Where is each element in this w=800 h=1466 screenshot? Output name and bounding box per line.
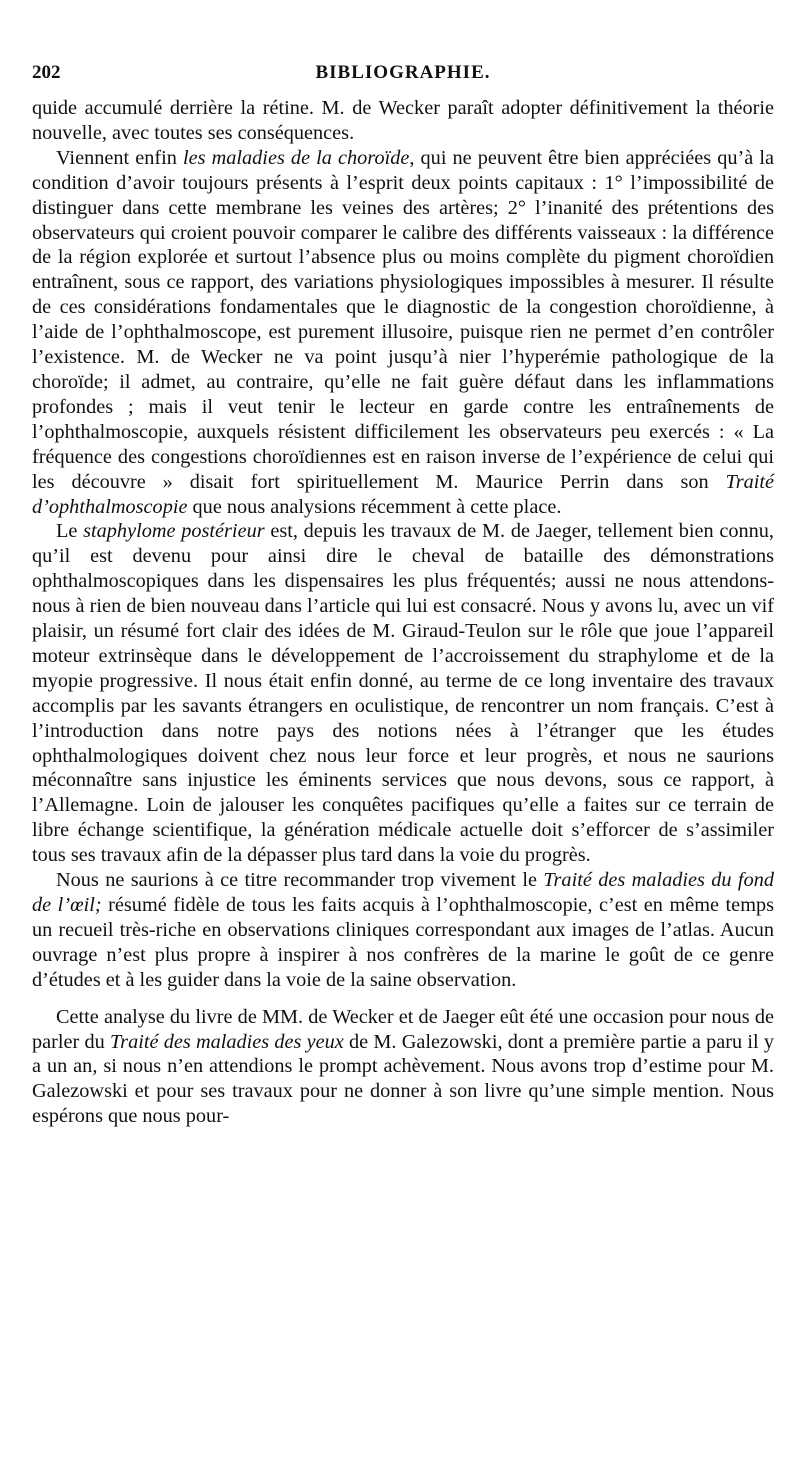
text-segment: quide accumulé derrière la rétine. M. de Wecker paraît adopter définitivement la théorie nouvelle, avec toutes ses conséquences. [32, 97, 774, 144]
italic-title-text: Traité des maladies des yeux [110, 1030, 344, 1053]
paragraph [32, 146, 774, 520]
paragraph [32, 868, 774, 993]
text-segment: est, depuis les travaux de M. de Jaeger, tellement bien connu, qu’il est devenu pour ainsi dire le cheval de bataille des démonstrations ophthalmoscopiques dans les dispensaires les plus fréquentés; aussi ne nous attendons-nous à rien de bien nouveau dans l’article qui lui est consacré. Nous y avons lu, avec un vif plaisir, un résumé fort clair des idées de M. Giraud-Teulon sur le rôle que joue l’appareil moteur extrinsèque dans le développement de l’accroissement du straphylome et de la myopie progressive. Il nous était enfin donné, au terme de ce long inventaire des travaux accomplis par les savants étrangers en oculistique, de rencontrer un nom français. C’est à l’introduction dans notre pays des notions nées à l’étranger que les études ophthalmologiques doivent chez nous leur force et leur progrès, et nous ne saurions méconnaître sans injustice les éminents services que nous devons, sous ce rapport, à l’Allemagne. Loin de jalouser les conquêtes pacifiques qu’elle a faites sur ce terrain de libre échange scientifique, la génération médicale actuelle doit s’efforcer de s’assimiler tous ses travaux afin de la dépasser plus tard dans la voie du progrès. [32, 520, 774, 867]
body-text [32, 96, 774, 1129]
text-segment: que nous analysions récemment à cette place. [187, 495, 562, 518]
italic-title-text: les maladies de la choroïde [182, 146, 410, 169]
page-header [32, 62, 774, 96]
text-segment: , qui ne peuvent être bien appréciées qu’à la condition d’avoir toujours présents à l’esprit deux points capitaux : 1° l’impossibilité de distinguer dans cette membrane les veines des artères; 2° l’inanité des prétentions des observateurs qui croient pouvoir comparer le calibre des différents vaisseaux : la différence de la région explorée et surtout l’absence plus ou moins complète du pigment choroïdien entraînent, sous ce rapport, des variations physiologiques impossibles à mesurer. Il résulte de ces considérations fondamentales que le diagnostic de la congestion choroïdienne, à l’aide de l’ophthalmoscope, est purement illusoire, puisque rien ne permet d’en contrôler l’existence. M. de Wecker ne va point jusqu’à nier l’hyperémie pathologique de la choroïde; il admet, au contraire, qu’elle ne fait guère défaut dans les inflammations profondes ; mais il veut tenir le lecteur en garde contre les entraînements de l’ophthalmoscopie, auxquels résistent difficilement les observateurs peu exercés : « La fréquence des congestions choroïdiennes est en raison inverse de l’expérience de celui qui les découvre » disait fort spirituellement M. Maurice Perrin dans son [32, 146, 774, 493]
italic-title-text: Traité d’ophthalmoscopie [32, 470, 774, 518]
text-segment: Viennent enfin [56, 146, 183, 169]
page-number: 202 [32, 62, 61, 83]
paragraph [32, 96, 774, 146]
text-segment: Nous ne saurions à ce titre recommander trop vivement le [56, 869, 544, 892]
text-segment: Cette analyse du livre de MM. de Wecker et de Jaeger eût été une occasion pour nous de parler du [32, 1005, 774, 1053]
text-segment: Le [56, 520, 84, 543]
book-page [32, 62, 774, 1129]
text-segment: résumé fidèle de tous les faits acquis à l’ophthalmoscopie, c’est en même temps un recueil très-riche en observations cliniques correspondant aux images de l’atlas. Aucun ouvrage n’est plus propre à inspirer à nos confrères de la marine le goût de ce genre d’études et à les guider dans la voie de la saine observation. [32, 894, 774, 991]
paragraph [32, 1005, 774, 1130]
running-title: BIBLIOGRAPHIE. [315, 62, 491, 83]
text-segment: de M. Galezowski, dont a première partie a paru il y a un an, si nous n’en attendions le prompt achèvement. Nous avons trop d’estime pour M. Galezowski et pour ses travaux pour ne donner à son livre qu’une simple mention. Nous espérons que nous pour- [32, 1030, 775, 1128]
italic-title-text: Traité des maladies du fond de l’œil; [32, 869, 774, 916]
italic-title-text: staphylome postérieur [83, 520, 265, 543]
paragraph [32, 519, 774, 868]
